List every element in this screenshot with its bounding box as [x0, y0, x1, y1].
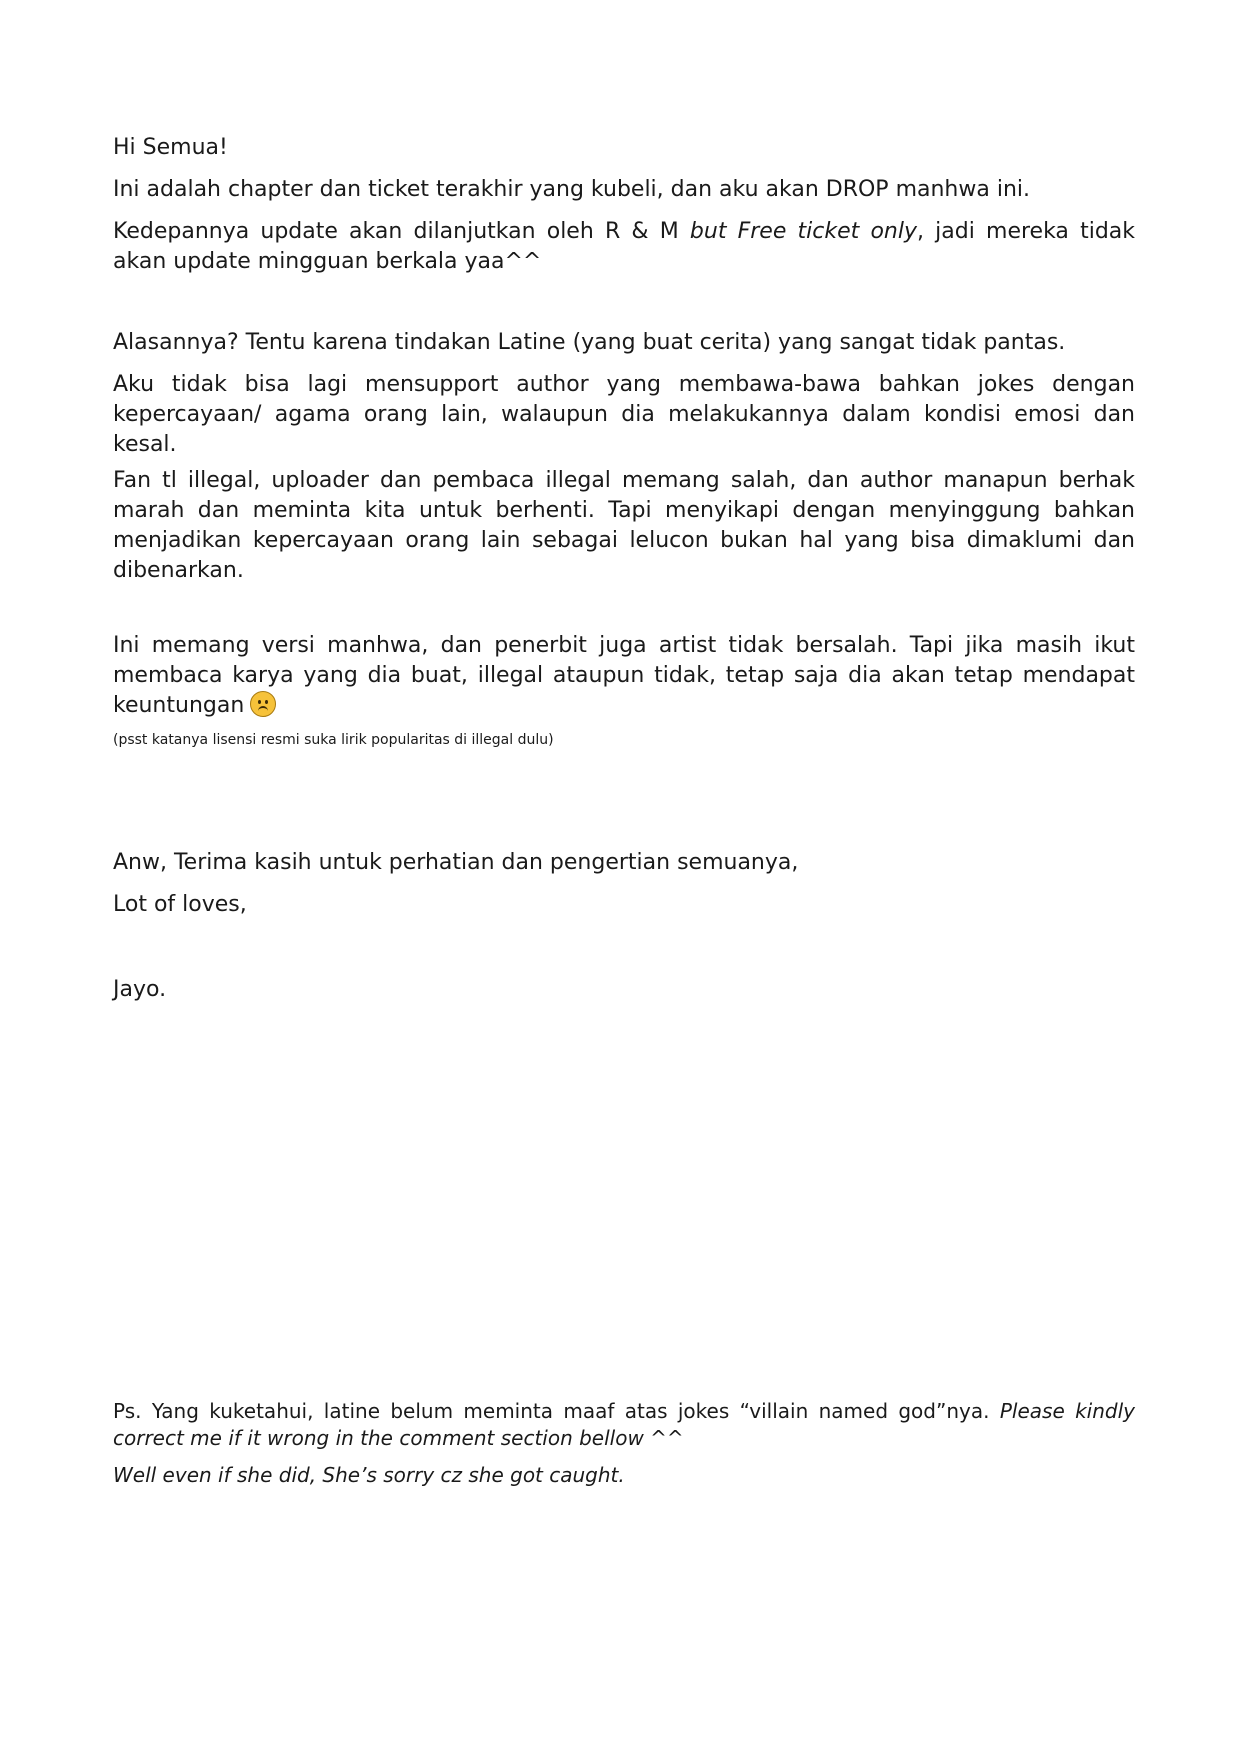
closing-loves: Lot of loves,: [113, 892, 247, 917]
paragraph-manhwa-version: [113, 631, 1135, 721]
postscript: [113, 1398, 1135, 1452]
greeting: Hi Semua!: [113, 135, 228, 160]
side-note: (psst katanya lisensi resmi suka lirik popularitas di illegal dulu): [113, 732, 554, 748]
signature: Jayo.: [113, 977, 167, 1002]
paragraph-support: Aku tidak bisa lagi mensupport author yang membawa-bawa bahkan jokes dengan kepercayaan/ agama orang lain, walaupun dia melakukannya dalam kondisi emosi dan kesal.: [113, 372, 1135, 457]
manhwa-version-text: Ini memang versi manhwa, dan penerbit juga artist tidak bersalah. Tapi jika masih ikut membaca karya yang dia buat, illegal ataupun tidak, tetap saja dia akan tetap mendapat keuntungan: [113, 633, 1135, 718]
update-info-text-end: , jadi mereka tidak akan update mingguan berkala yaa^^: [113, 219, 1136, 274]
postscript-text: Ps. Yang kuketahui, latine belum meminta maaf atas jokes “villain named god”nya.: [113, 1399, 1000, 1423]
update-info-italic: but Free ticket only: [689, 219, 917, 244]
postscript-italic: Please kindly correct me if it wrong in the comment section bellow ^^: [113, 1399, 1135, 1450]
sad-face-icon: [250, 691, 276, 717]
final-note: [113, 1462, 1135, 1489]
paragraph-drop-notice: Ini adalah chapter dan ticket terakhir yang kubeli, dan aku akan DROP manhwa ini.: [113, 177, 1030, 202]
final-note-italic: Well even if she did, She’s sorry cz she got caught.: [113, 1463, 625, 1487]
paragraph-reason: Alasannya? Tentu karena tindakan Latine (yang buat cerita) yang sangat tidak pantas.: [113, 330, 1066, 355]
closing-thanks: Anw, Terima kasih untuk perhatian dan pengertian semuanya,: [113, 850, 799, 875]
paragraph-update-info: [113, 217, 1135, 277]
paragraph-fan-tl: Fan tl illegal, uploader dan pembaca illegal memang salah, dan author manapun berhak marah dan meminta kita untuk berhenti. Tapi menyikapi dengan menyinggung bahkan menjadikan kepercayaan orang lain sebagai lelucon bukan hal yang bisa dimaklumi dan dibenarkan.: [113, 468, 1135, 583]
update-info-text: Kedepannya update akan dilanjutkan oleh R & M: [113, 219, 690, 244]
